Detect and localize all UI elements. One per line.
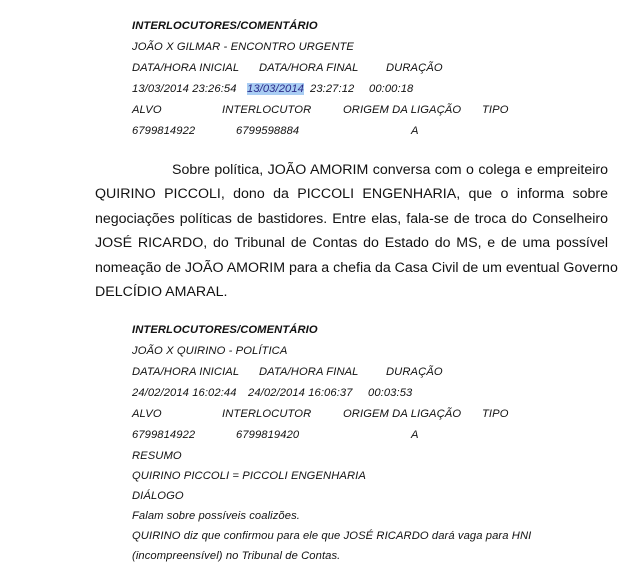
col-start-label: DATA/HORA INICIAL	[132, 62, 240, 74]
start-datetime: 13/03/2014 23:26:54	[132, 83, 237, 95]
col-tipo-label: TIPO	[482, 104, 509, 116]
record-header: INTERLOCUTORES/COMENTÁRIO	[132, 324, 318, 336]
interlocutor-value: 6799819420	[236, 429, 300, 441]
dialogo-line: Falam sobre possíveis coalizões.	[132, 510, 300, 522]
record-subject: JOÃO X GILMAR - ENCONTRO URGENTE	[132, 41, 354, 53]
resumo-text: QUIRINO PICCOLI = PICCOLI ENGENHARIA	[132, 470, 366, 482]
origem-value: A	[411, 429, 419, 441]
paragraph-line: Sobre política, JOÃO AMORIM conversa com o colega e empreiteiro	[172, 162, 608, 178]
dialogo-line: (incompreensível) no Tribunal de Contas.	[132, 550, 341, 562]
col-duration-label: DURAÇÃO	[386, 62, 443, 74]
alvo-value: 6799814922	[132, 429, 196, 441]
dialogo-line: QUIRINO diz que confirmou para ele que JOSÉ RICARDO dará vaga para HNI	[132, 530, 532, 542]
end-datetime: 24/02/2014 16:06:37	[248, 387, 353, 399]
col-interlocutor-label: INTERLOCUTOR	[222, 408, 312, 420]
end-date-highlighted: 13/03/2014	[247, 83, 304, 95]
origem-value: A	[411, 125, 419, 137]
start-datetime: 24/02/2014 16:02:44	[132, 387, 237, 399]
duration-value: 00:00:18	[369, 83, 414, 95]
resumo-label: RESUMO	[132, 450, 182, 462]
paragraph-line: QUIRINO PICCOLI, dono da PICCOLI ENGENHARIA, que o informa sobre	[95, 186, 608, 203]
col-end-label: DATA/HORA FINAL	[259, 366, 359, 378]
paragraph-line: JOSÉ RICARDO, do Tribunal de Contas do Estado do MS, e de uma possível	[95, 235, 608, 252]
end-time: 23:27:12	[310, 83, 355, 95]
alvo-value: 6799814922	[132, 125, 196, 137]
col-alvo-label: ALVO	[132, 104, 162, 116]
paragraph-line: negociações políticas de bastidores. Entre elas, fala-se de troca do Conselheiro	[95, 210, 608, 227]
paragraph-line: DELCÍDIO AMARAL.	[95, 284, 228, 301]
dialogo-label: DIÁLOGO	[132, 490, 184, 502]
col-tipo-label: TIPO	[482, 408, 509, 420]
col-duration-label: DURAÇÃO	[386, 366, 443, 378]
col-origem-label: ORIGEM DA LIGAÇÃO	[343, 104, 462, 116]
summary-paragraph	[95, 158, 618, 304]
col-alvo-label: ALVO	[132, 408, 162, 420]
record-subject: JOÃO X QUIRINO - POLÍTICA	[132, 345, 288, 357]
col-end-label: DATA/HORA FINAL	[259, 62, 359, 74]
record-header: INTERLOCUTORES/COMENTÁRIO	[132, 20, 318, 32]
col-start-label: DATA/HORA INICIAL	[132, 366, 240, 378]
paragraph-line: nomeação de JOÃO AMORIM para a chefia da Casa Civil de um eventual Governo	[95, 259, 618, 276]
interlocutor-value: 6799598884	[236, 125, 300, 137]
col-origem-label: ORIGEM DA LIGAÇÃO	[343, 408, 462, 420]
duration-value: 00:03:53	[368, 387, 413, 399]
col-interlocutor-label: INTERLOCUTOR	[222, 104, 312, 116]
